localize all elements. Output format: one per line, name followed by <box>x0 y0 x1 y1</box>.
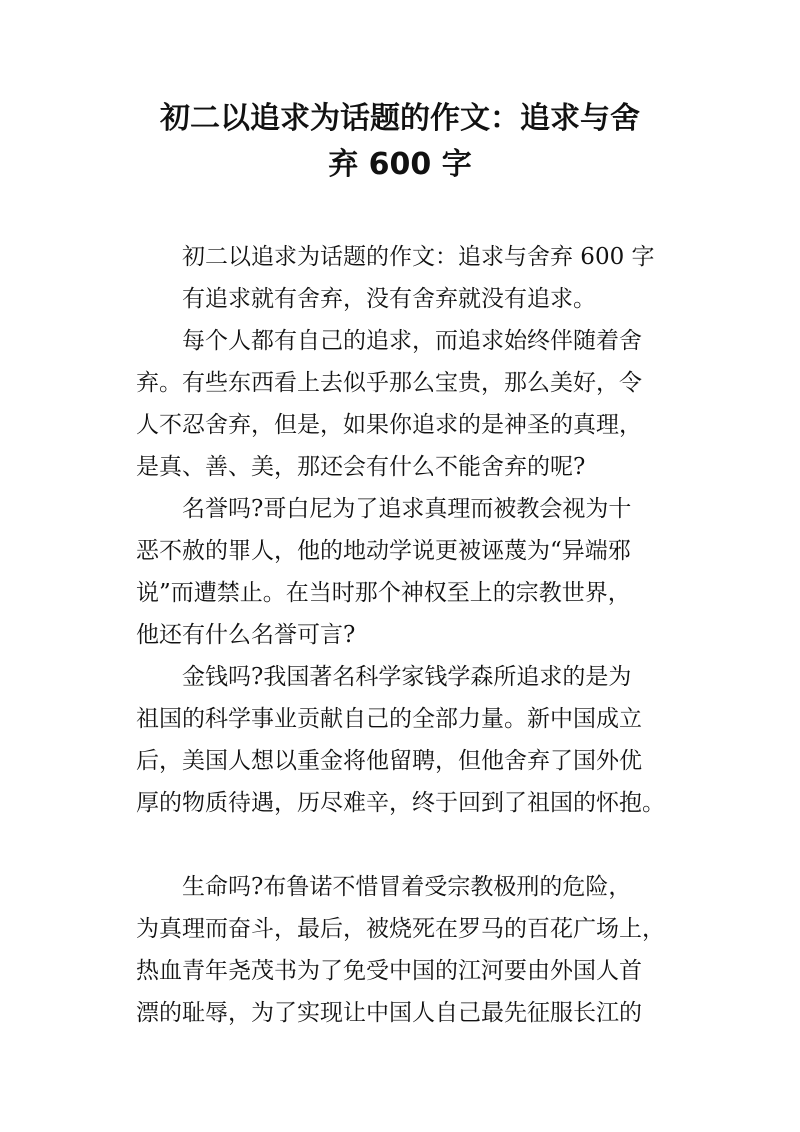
body-line-17: 热血青年尧茂书为了免受中国的江河要由外国人首 <box>136 958 642 984</box>
body-line-12: 祖国的科学事业贡献自己的全部力量。新中国成立 <box>136 706 642 732</box>
body-line-3: 每个人都有自己的追求，而追求始终伴随着舍 <box>182 328 642 354</box>
body-line-13: 后，美国人想以重金将他留聘，但他舍弃了国外优 <box>136 748 642 774</box>
body-line-4: 弃。有些东西看上去似乎那么宝贵，那么美好，令 <box>136 370 642 396</box>
body-line-8: 恶不赦的罪人，他的地动学说更被诬蔑为“异端邪 <box>136 538 631 564</box>
body-line-14: 厚的物质待遇，历尽难辛，终于回到了祖国的怀抱。 <box>136 790 665 816</box>
body-line-16: 为真理而奋斗，最后，被烧死在罗马的百花广场上， <box>136 916 665 942</box>
page-title <box>0 96 800 188</box>
body-line-11: 金钱吗?我国著名科学家钱学森所追求的是为 <box>182 664 632 690</box>
body-line-10: 他还有什么名誉可言? <box>136 622 356 648</box>
body-line-9: 说”而遭禁止。在当时那个神权至上的宗教世界， <box>136 580 631 606</box>
body-line-5: 人不忍舍弃，但是，如果你追求的是神圣的真理， <box>136 412 642 438</box>
paragraph-gap <box>136 824 676 866</box>
title-line-2: 弃 600 字 <box>328 147 472 182</box>
body-line-2: 有追求就有舍弃，没有舍弃就没有追求。 <box>182 286 596 312</box>
article-body <box>136 236 676 1034</box>
body-line-7: 名誉吗?哥白尼为了追求真理而被教会视为十 <box>182 496 632 522</box>
body-line-1: 初二以追求为话题的作文：追求与舍弃 600 字 <box>182 244 655 270</box>
body-line-6: 是真、善、美，那还会有什么不能舍弃的呢? <box>136 454 586 480</box>
body-line-15: 生命吗?布鲁诺不惜冒着受宗教极刑的危险， <box>182 874 632 900</box>
body-line-18: 漂的耻辱，为了实现让中国人自己最先征服长江的 <box>136 1000 642 1026</box>
title-line-1: 初二以追求为话题的作文：追求与舍 <box>160 101 640 136</box>
